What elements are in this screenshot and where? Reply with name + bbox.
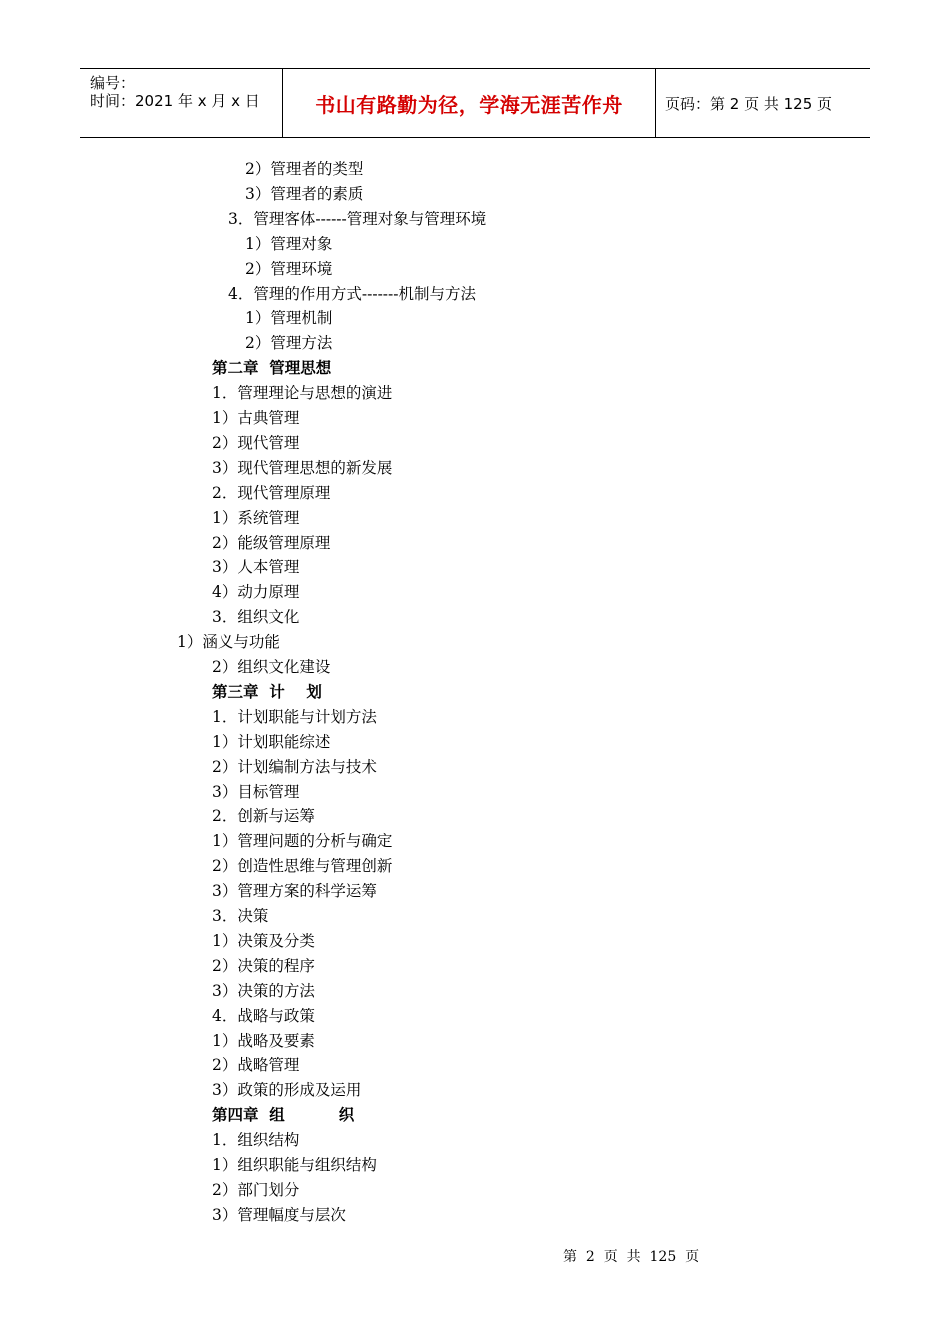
outline-item: 3．组织文化 bbox=[212, 608, 300, 627]
outline-item: 2）管理环境 bbox=[245, 259, 333, 278]
document-time-label: 时间：2021 年 x 月 x 日 bbox=[90, 92, 260, 110]
outline-item: 4）动力原理 bbox=[212, 583, 300, 602]
outline-item: 3）现代管理思想的新发展 bbox=[212, 458, 393, 477]
outline-item: 3）人本管理 bbox=[212, 558, 300, 577]
outline-item: 2．现代管理原理 bbox=[212, 483, 331, 502]
chapter-heading: 第二章 管理思想 bbox=[212, 359, 332, 378]
outline-item: 1）管理问题的分析与确定 bbox=[212, 832, 393, 851]
outline-item: 1）决策及分类 bbox=[212, 931, 315, 950]
outline-item: 3）管理方案的科学运筹 bbox=[212, 882, 377, 901]
outline-item: 2．创新与运筹 bbox=[212, 807, 315, 826]
outline-item: 1）管理对象 bbox=[245, 234, 333, 253]
outline-item: 3．管理客体------管理对象与管理环境 bbox=[228, 209, 487, 228]
outline-item: 1．管理理论与思想的演进 bbox=[212, 384, 393, 403]
outline-item: 1）古典管理 bbox=[212, 409, 300, 427]
page-footer: 第 2 页 共 125 页 bbox=[563, 1249, 700, 1265]
outline-item: 3）管理幅度与层次 bbox=[212, 1205, 346, 1224]
outline-item: 1）战略及要素 bbox=[212, 1031, 315, 1050]
outline-item: 3）政策的形成及运用 bbox=[212, 1081, 362, 1100]
outline-item: 2）创造性思维与管理创新 bbox=[212, 857, 393, 876]
outline-item: 2）计划编制方法与技术 bbox=[212, 757, 377, 776]
page-header bbox=[80, 68, 870, 138]
chapter-heading: 第四章 组 织 bbox=[212, 1106, 355, 1125]
outline-item: 4．管理的作用方式-------机制与方法 bbox=[228, 284, 477, 303]
outline-item: 2）管理者的类型 bbox=[245, 160, 364, 178]
outline-item: 1．组织结构 bbox=[212, 1131, 300, 1150]
header-left-cell bbox=[80, 69, 282, 137]
outline-item: 1）管理机制 bbox=[245, 309, 333, 328]
outline-item: 2）现代管理 bbox=[212, 433, 300, 452]
outline-item: 1）组织职能与组织结构 bbox=[212, 1156, 377, 1174]
chapter-heading: 第三章 计 划 bbox=[212, 682, 322, 701]
document-number-label: 编号： bbox=[90, 74, 136, 92]
outline-item: 1）系统管理 bbox=[212, 508, 300, 527]
outline-item: 1．计划职能与计划方法 bbox=[212, 707, 377, 726]
outline-item: 3）管理者的素质 bbox=[245, 184, 364, 203]
outline-item: 1）计划职能综述 bbox=[212, 732, 331, 751]
outline-item: 2）部门划分 bbox=[212, 1180, 300, 1199]
outline-item: 2）组织文化建设 bbox=[212, 658, 331, 676]
outline-item: 3）决策的方法 bbox=[212, 981, 315, 1000]
outline-item: 3）目标管理 bbox=[212, 782, 300, 801]
outline-item: 4．战略与政策 bbox=[212, 1006, 315, 1025]
outline-item: 2）战略管理 bbox=[212, 1056, 300, 1075]
header-page-info: 页码：第 2 页 共 125 页 bbox=[665, 94, 833, 113]
outline-item: 2）管理方法 bbox=[245, 334, 333, 353]
outline-item: 2）决策的程序 bbox=[212, 956, 315, 975]
outline-item: 1）涵义与功能 bbox=[177, 633, 280, 652]
header-motto-cell bbox=[282, 69, 656, 137]
header-motto: 书山有路勤为径，学海无涯苦作舟 bbox=[315, 92, 623, 117]
header-page-cell bbox=[655, 69, 870, 137]
outline-item: 2）能级管理原理 bbox=[212, 533, 331, 552]
outline-item: 3．决策 bbox=[212, 907, 269, 925]
